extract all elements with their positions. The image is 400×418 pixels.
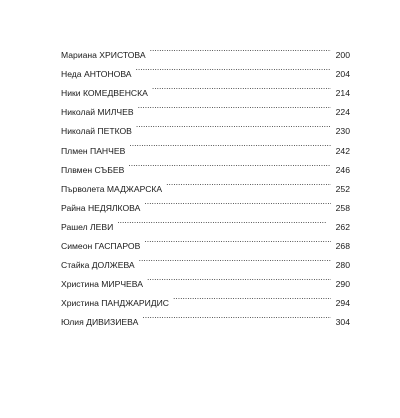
toc-entry-author: Христина ПАНДЖАРИДИС	[61, 298, 169, 309]
toc-entry-author: Юлия ДИВИЗИЕВА	[61, 317, 139, 328]
toc-entry-page: 290	[335, 279, 350, 290]
toc-entry-page: 280	[335, 260, 350, 271]
toc-entry-page: 262	[335, 221, 350, 232]
toc-entry-author: Христина МИРЧЕВА	[61, 279, 143, 290]
toc-dot-leader	[147, 268, 331, 287]
toc-entry-page: 242	[335, 145, 350, 156]
toc-dot-leader	[128, 154, 331, 173]
toc-entry-author: Симеон ГАСПАРОВ	[61, 241, 141, 252]
toc-dot-leader	[136, 115, 331, 134]
toc-entry-page: 258	[335, 202, 350, 213]
toc-entry-author: Николай ПЕТКОВ	[61, 126, 132, 137]
toc-entry-page: 268	[335, 241, 350, 252]
toc-dot-leader	[117, 211, 331, 230]
toc-entry-author: Рашел ЛЕВИ	[61, 221, 114, 232]
table-of-contents	[61, 39, 350, 328]
toc-dot-leader	[139, 249, 331, 268]
toc-entry-author: Неда АНТОНОВА	[61, 69, 132, 80]
toc-entry-author: Плмен ПАНЧЕВ	[61, 145, 126, 156]
toc-entry-author: Райна НЕДЯЛКОВА	[61, 202, 141, 213]
toc-dot-leader	[138, 96, 331, 115]
toc-entry-page: 252	[335, 183, 350, 194]
toc-entry	[61, 39, 350, 61]
toc-dot-leader	[150, 39, 331, 58]
toc-entry-author: Мариана ХРИСТОВА	[61, 50, 146, 61]
toc-entry-page: 224	[335, 107, 350, 118]
toc-entry-page: 230	[335, 126, 350, 137]
toc-dot-leader	[142, 306, 331, 325]
toc-dot-leader	[152, 77, 331, 96]
toc-entry-page: 294	[335, 298, 350, 309]
toc-dot-leader	[173, 287, 331, 306]
toc-entry-author: Ники КОМЕДВЕНСКА	[61, 88, 148, 99]
toc-entry-author: Стайка ДОЛЖЕВА	[61, 260, 135, 271]
toc-entry-page: 204	[335, 69, 350, 80]
toc-dot-leader	[144, 192, 331, 211]
toc-entry-author: Първолета МАДЖАРСКА	[61, 183, 163, 194]
toc-dot-leader	[144, 230, 331, 249]
toc-dot-leader	[166, 173, 331, 192]
toc-entry-page: 214	[335, 88, 350, 99]
toc-entry-author: Николай МИЛЧЕВ	[61, 107, 134, 118]
toc-entry-page: 200	[335, 50, 350, 61]
toc-entry-page: 304	[335, 317, 350, 328]
toc-entry-page: 246	[335, 164, 350, 175]
toc-dot-leader	[129, 134, 331, 153]
toc-entry-author: Плвмен СЪБЕВ	[61, 164, 125, 175]
toc-dot-leader	[136, 58, 331, 77]
